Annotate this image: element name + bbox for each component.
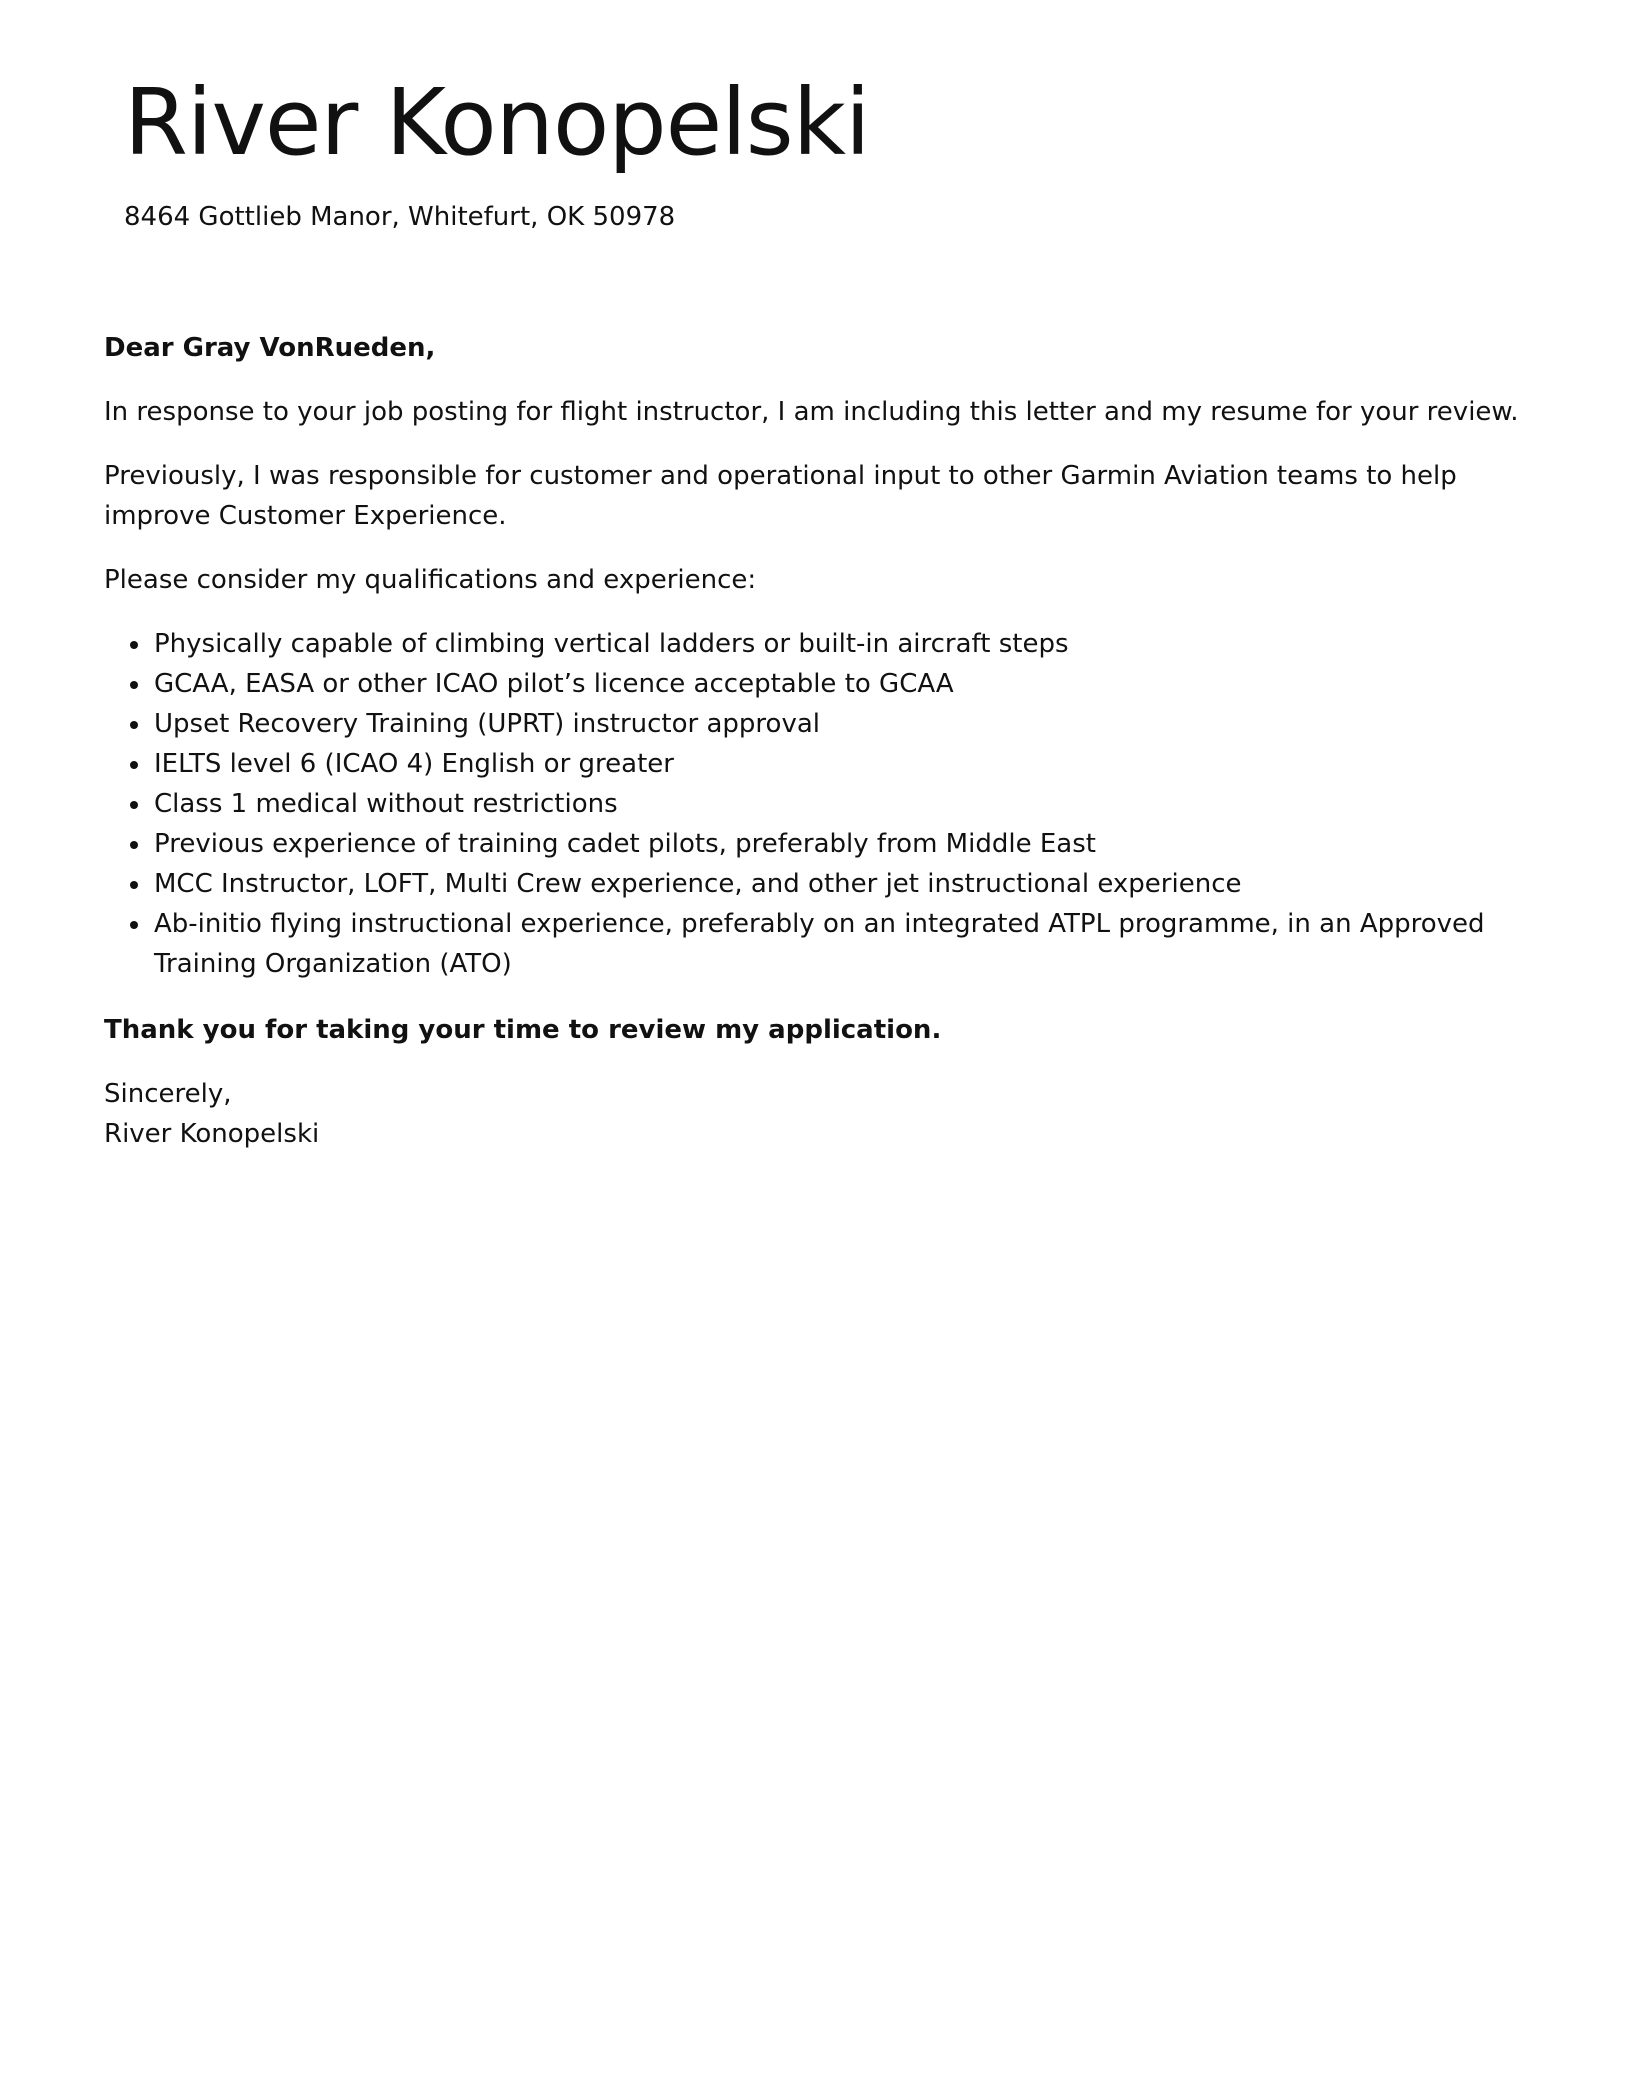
qualification-item: • Previous experience of training cadet pilots, preferably from Middle East bbox=[152, 824, 1534, 864]
intro-paragraph: In response to your job posting for flight instructor, I am including this letter and my resume for your review. bbox=[104, 397, 1519, 427]
sender-address: 8464 Gottlieb Manor, Whitefurt, OK 50978 bbox=[124, 201, 676, 232]
qualification-item: • Ab-initio flying instructional experience, preferably on an integrated ATPL programme, in an Approved Training Organization (ATO) bbox=[152, 904, 1534, 984]
qualification-item: • IELTS level 6 (ICAO 4) English or greater bbox=[152, 744, 1534, 784]
qualification-item: • GCAA, EASA or other ICAO pilot’s licence acceptable to GCAA bbox=[152, 664, 1534, 704]
qualification-item: • Physically capable of climbing vertical ladders or built-in aircraft steps bbox=[152, 624, 1534, 664]
qualifications-intro: Please consider my qualifications and experience: bbox=[104, 565, 757, 595]
letter-body bbox=[104, 328, 1534, 1154]
qualifications-list bbox=[104, 624, 1534, 984]
letter-header bbox=[124, 70, 1504, 233]
qualification-item: • MCC Instructor, LOFT, Multi Crew experience, and other jet instructional experience bbox=[152, 864, 1534, 904]
qualification-item: • Upset Recovery Training (UPRT) instructor approval bbox=[152, 704, 1534, 744]
qualification-item: • Class 1 medical without restrictions bbox=[152, 784, 1534, 824]
closing-salutation: Sincerely, bbox=[104, 1079, 232, 1109]
greeting: Dear Gray VonRueden, bbox=[104, 333, 436, 363]
signature-name: River Konopelski bbox=[104, 1119, 320, 1149]
sender-name: River Konopelski bbox=[124, 69, 870, 176]
thanks-line: Thank you for taking your time to review my application. bbox=[104, 1015, 942, 1045]
experience-paragraph: Previously, I was responsible for customer and operational input to other Garmin Aviation teams to help improve Customer Experience. bbox=[104, 461, 1457, 531]
